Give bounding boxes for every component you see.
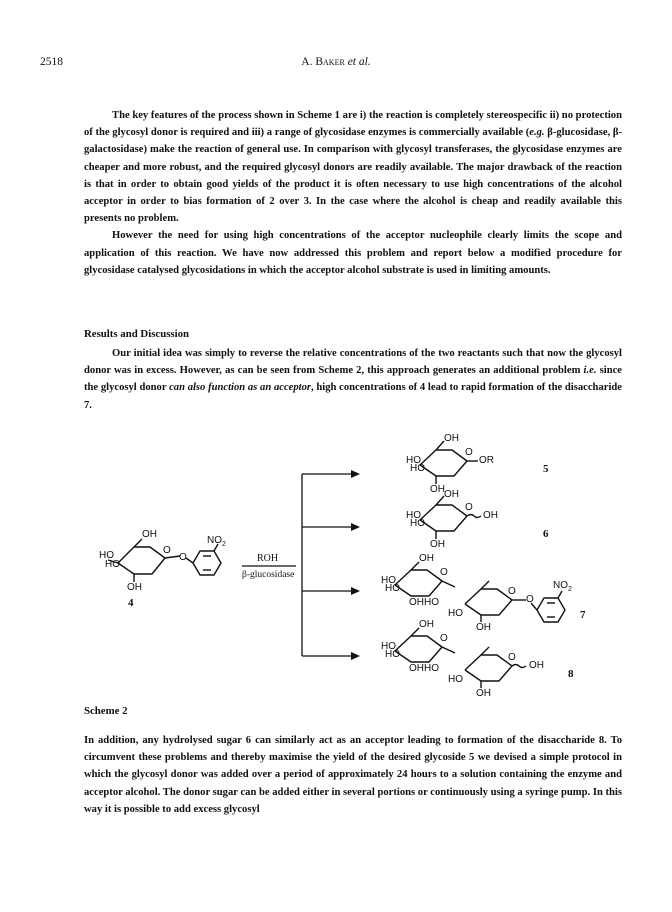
intro-paragraph-2: However the need for using high concentrations of the acceptor nucleophile clearly limits the scope and application of this reaction. We have now addressed this problem and report below a modified procedure for glycosidase catalysed glycosidations in which the acceptor alcohol substrate is used in limiting amounts. xyxy=(84,230,622,276)
label-4-oh-bottom: OH xyxy=(127,582,142,593)
label-7-oh-bottom: OH xyxy=(476,622,491,633)
benzene-compound-7 xyxy=(531,591,565,622)
arrowhead-6 xyxy=(351,523,360,531)
label-7-ohho: OHHO xyxy=(409,597,439,608)
label-7-ho: HO xyxy=(381,575,396,586)
label-8-ring-o-lower: O xyxy=(508,652,516,663)
label-4-bridge-o: O xyxy=(179,552,187,563)
benzene-compound-4 xyxy=(186,544,221,575)
label-5-oh-top: OH xyxy=(444,433,459,444)
label-8-ho-lower: HO xyxy=(448,674,463,685)
closing-paragraph: In addition, any hydrolysed sugar 6 can similarly act as an acceptor leading to formation of the disaccharide 8. To circumvent these problems and thereby maximise the yield of the desired glycoside 5 we devised a simple protocol in which the glycosyl donor was added over a period of approximately 24 hours to a solution containing the enzyme and acceptor alcohol. The donor sugar can be added either in several portions or continuously using a syringe pump. In this way it is possible to add excess glycosyl xyxy=(84,735,622,815)
label-6-oh-right: OH xyxy=(483,510,498,521)
running-head-author: A. Baker xyxy=(301,56,345,68)
label-8-ohho: OHHO xyxy=(409,663,439,674)
scheme-1-reference: Scheme 1 xyxy=(297,110,340,121)
page-number: 2518 xyxy=(40,56,63,68)
label-5-oh-bottom: OH xyxy=(430,484,445,495)
label-7-bridge-o: O xyxy=(526,594,534,605)
label-6-ho: HO xyxy=(406,510,421,521)
ring-compound-7-lower xyxy=(465,581,526,622)
label-7-ring-o: O xyxy=(440,567,448,578)
label-8-ho: HO xyxy=(381,641,396,652)
label-6-oh-top: OH xyxy=(444,489,459,500)
section-heading: Results and Discussion xyxy=(84,328,190,340)
results-paragraph-1: Our initial idea was simply to reverse the relative concentrations of the two reactants such that now the glycosyl donor was in excess. However, as can be seen from Scheme 2, this approach generates an additional problem i.e. since the glycosyl donor can also function as an acceptor, high concentrations of 4 lead to rapid formation of the disaccharide 7. xyxy=(84,348,623,411)
compound-4-number: 4 xyxy=(128,597,134,609)
label-4-no2: $NO_2$ xyxy=(207,535,226,548)
label-6-ring-o: O xyxy=(465,502,473,513)
label-8-oh-right: OH xyxy=(529,660,544,671)
reagent-roh: ROH xyxy=(257,553,279,564)
emphasis-acceptor: can also function as an acceptor xyxy=(169,382,312,394)
label-8-ho2: HO xyxy=(385,649,400,660)
label-7-ring-o-lower: O xyxy=(508,586,516,597)
compound-8-number: 8 xyxy=(568,668,574,680)
scheme-2-reference: Scheme 2 xyxy=(318,365,362,377)
label-5-ho2: HO xyxy=(410,463,425,474)
running-head-etal: et al. xyxy=(347,56,371,68)
compound-7-number: 7 xyxy=(580,609,586,621)
label-8-ring-o: O xyxy=(440,633,448,644)
label-4-ho: HO xyxy=(99,550,114,561)
label-7-no2: $NO_2$ xyxy=(553,580,572,593)
arrowhead-5 xyxy=(351,470,360,478)
ring-compound-8-lower xyxy=(465,647,526,688)
closing-section xyxy=(84,732,622,818)
label-8-oh-top: OH xyxy=(419,619,434,630)
label-7-oh-top: OH xyxy=(419,553,434,564)
label-7-ho-lower: HO xyxy=(448,608,463,619)
label-4-oh-top: OH xyxy=(142,529,157,540)
intro-paragraph-1: The key features of the process shown in Scheme 1 are i) the reaction is completely stereospecific ii) no protection of the glycosyl donor is required and iii) a range of glycosidase enzymes is commercially available (e.g. β-glucosidase, β-galactosidase) make the reaction of general use. In comparison with glycosyl transferases, the glycosidase enzymes are cheaper and more robust, and the required glycosyl donors are readily available. The major drawback of the reaction is that in order to obtain good yields of the product it is often necessary to use high concentrations of the alcohol acceptor in order to bias formation of 2 over 3. In the case where the alcohol is cheap and readily available this presents no problem. xyxy=(84,110,623,225)
label-5-ring-o: O xyxy=(465,447,473,458)
arrowhead-7 xyxy=(351,587,360,595)
label-4-ho2: HO xyxy=(105,559,120,570)
label-4-ring-o: O xyxy=(163,545,171,556)
catalyst-label: β-glucosidase xyxy=(242,570,295,580)
compound-6-number: 6 xyxy=(543,528,549,540)
compound-5-number: 5 xyxy=(543,463,549,475)
arrowhead-8 xyxy=(351,652,360,660)
label-8-oh-bottom: OH xyxy=(476,688,491,699)
scheme-caption: Scheme 2 xyxy=(84,705,128,717)
label-6-oh-bottom: OH xyxy=(430,539,445,550)
label-5-or: OR xyxy=(479,455,494,466)
label-7-ho2: HO xyxy=(385,583,400,594)
label-5-ho: HO xyxy=(406,455,421,466)
label-6-ho2: HO xyxy=(410,518,425,529)
